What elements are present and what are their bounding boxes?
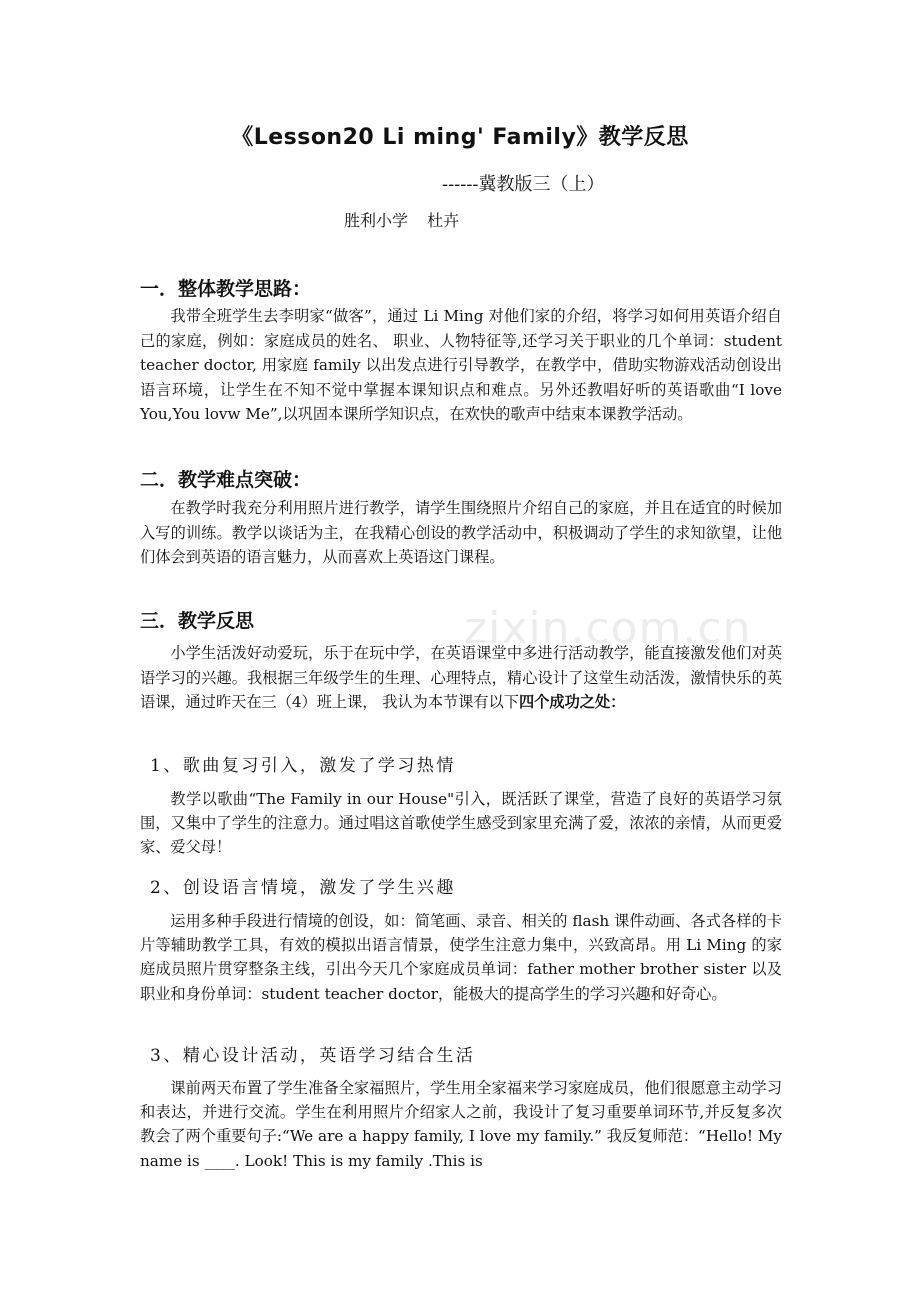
section-paragraph-1: 我带全班学生去李明家“做客”，通过 Li Ming 对他们家的介绍，将学习如何用英语介绍自己的家庭，例如：家庭成员的姓名、 职业、人物特征等,还学习关于职业的几个单词：student teacher doctor, 用家庭 family 以出发点进行引导教学，在教学中，借助实物游戏活动创设出语言环境，让学生在不知不觉中掌握本课知识点和难点。另外还教唱好听的英语歌曲“I love You,You lovw Me”,以巩固本课所学知识点，在欢快的歌声中结束本课教学活动。 [140,307,782,424]
section-paragraph-3-text: 小学生活泼好动爱玩，乐于在玩中学，在英语课堂中多进行活动教学，能直接激发他们对英语学习的兴趣。我根据三年级学生的生理、心理特点，精心设计了这堂生动活泼，激情快乐的英语课，通过昨天在三（4）班上课， 我认为本节课有以下 [140,644,782,712]
watermark: zixin.com.cn [464,603,752,654]
point-text-1: 教学以歌曲“The Family in our House"引入，既活跃了课堂，营造了良好的英语学习氛围，又集中了学生的注意力。通过唱这首歌使学生感受到家里充满了爱，浓浓的亲情，从而更爱家、爱父母！ [140,790,782,857]
document-title: 《Lesson20 Li ming' Family》教学反思 [231,125,689,150]
section-paragraph-3-emphasis: 四个成功之处： [519,693,626,712]
section-heading-1: 一．整体教学思路： [140,278,312,300]
point-title-2: 2、创设语言情境，激发了学生兴趣 [150,878,456,898]
section-heading-2: 二．教学难点突破： [140,469,312,491]
point-title-3: 3、精心设计活动，英语学习结合生活 [150,1046,476,1066]
section-paragraph-3 [140,641,782,715]
point-text-2: 运用多种手段进行情境的创设，如：简笔画、录音、相关的 flash 课件动画、各式各样的卡片等辅助教学工具，有效的模拟出语言情景，使学生注意力集中，兴致高昂。用 Li Ming 的家庭成员照片贯穿整条主线，引出今天几个家庭成员单词：father mother brother sister 以及职业和身份单词：student teacher doctor，能极大的提高学生的学习兴趣和好奇心。 [140,912,782,1003]
document-author: 胜利小学 杜卉 [344,211,460,230]
point-title-1: 1、歌曲复习引入，激发了学习热情 [150,756,456,776]
section-paragraph-2: 在教学时我充分利用照片进行教学，请学生围绕照片介绍自己的家庭，并且在适宜的时候加入写的训练。教学以谈话为主，在我精心创设的教学活动中，积极调动了学生的求知欲望，让他们体会到英语的语言魅力，从而喜欢上英语这门课程。 [140,499,782,567]
section-heading-3: 三．教学反思 [140,610,255,632]
document-subtitle: ------冀教版三（上） [442,174,605,195]
point-text-3: 课前两天布置了学生准备全家福照片，学生用全家福来学习家庭成员，他们很愿意主动学习和表达，并进行交流。学生在利用照片介绍家人之前，我设计了复习重要单词环节,并反复多次教会了两个重要句子:“We are a happy family, I love my family.” 我反复师范：“Hello! My name is ____. Look! This is my family .This is [140,1079,782,1170]
